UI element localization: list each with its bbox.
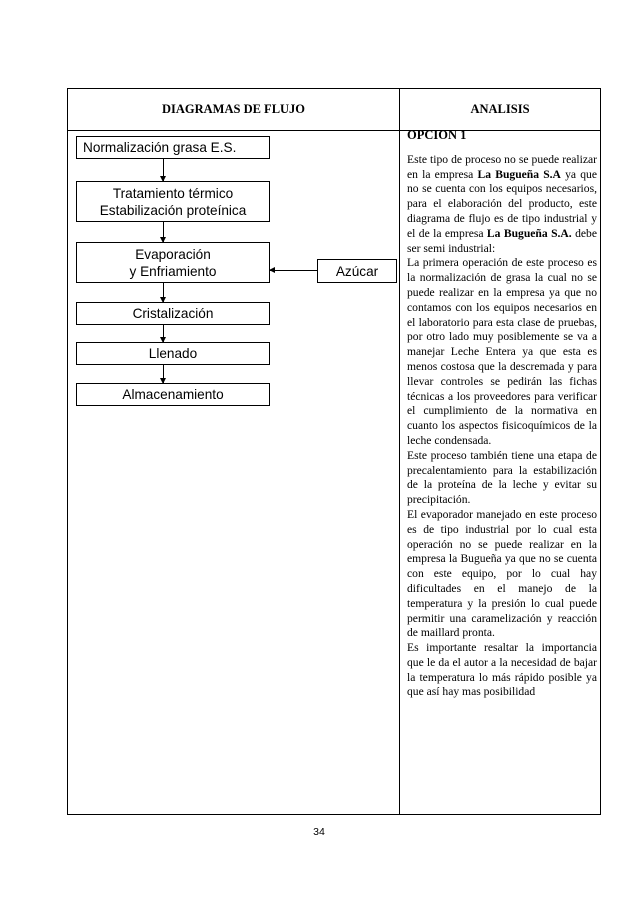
flow-step-llenado: Llenado xyxy=(76,342,270,365)
analysis-paragraph-4: El evaporador manejado en este proceso es de tipo industrial por lo cual esta operación no se puede realizar en la empresa la Bugueña ya que no se cuenta con este equipo, por lo cual hay dificultades en el manejo de la temperatura y la presión lo cual puede permitir una caramelización y reacción de maillard pronta. xyxy=(407,507,597,640)
flow-arrow-3 xyxy=(163,283,164,302)
option-title: OPCION 1 xyxy=(407,128,467,142)
flow-step-evaporacion: Evaporación y Enfriamiento xyxy=(76,242,270,283)
page-number: 34 xyxy=(313,826,325,838)
flow-step-tratamiento: Tratamiento térmico Estabilización proteínica xyxy=(76,181,270,222)
company-name: La Bugueña S.A xyxy=(477,167,561,181)
flow-arrow-4 xyxy=(163,325,164,342)
flow-arrow-azucar xyxy=(270,270,317,271)
company-name: La Bugueña S.A. xyxy=(486,226,572,240)
text-run: debe ser semi industrial: xyxy=(407,226,597,255)
text-run: Este tipo de proceso no se puede realizar en la empresa xyxy=(407,152,597,181)
analysis-text xyxy=(407,128,597,700)
flow-input-azucar: Azúcar xyxy=(317,259,397,283)
analysis-paragraph-3: Este proceso también tiene una etapa de precalentamiento para la estabilización de la proteína de la leche y evitar su precipitación. xyxy=(407,448,597,507)
flow-arrow-2 xyxy=(163,222,164,242)
column-divider xyxy=(399,89,400,814)
flow-arrow-5 xyxy=(163,365,164,383)
analysis-paragraph-1 xyxy=(407,153,597,257)
flow-step-normalizacion: Normalización grasa E.S. xyxy=(76,136,270,159)
analysis-paragraph-5: Es importante resaltar la importancia que le da el autor a la necesidad de bajar la temperatura lo más rápido posible ya que así hay mas posibilidad xyxy=(407,641,597,699)
header-flow-diagrams: DIAGRAMAS DE FLUJO xyxy=(161,102,306,116)
header-analysis: ANALISIS xyxy=(470,102,530,116)
text-run: ya que no se cuenta con los equipos necesarios, para el elaboración del producto, este diagrama de flujo es de tipo industrial y el de la empresa xyxy=(407,167,597,240)
flow-arrow-1 xyxy=(163,159,164,181)
flow-step-almacenamiento: Almacenamiento xyxy=(76,383,270,406)
flow-step-cristalizacion: Cristalización xyxy=(76,302,270,325)
analysis-paragraph-2: La primera operación de este proceso es la normalización de grasa la cual no se puede realizar en la empresa ya que no contamos con los equipos necesarios en el laboratorio para esta clase de pruebas, por otro lado muy posiblemente se va a manejar Leche Entera ya que esta es menos costosa que la descremada y para llevar controles se pedirán las fichas técnicas a los proveedores para verificar el cumplimiento de la normativa en cuanto los aspectos fisicoquímicos de la leche condensada. xyxy=(407,256,597,447)
